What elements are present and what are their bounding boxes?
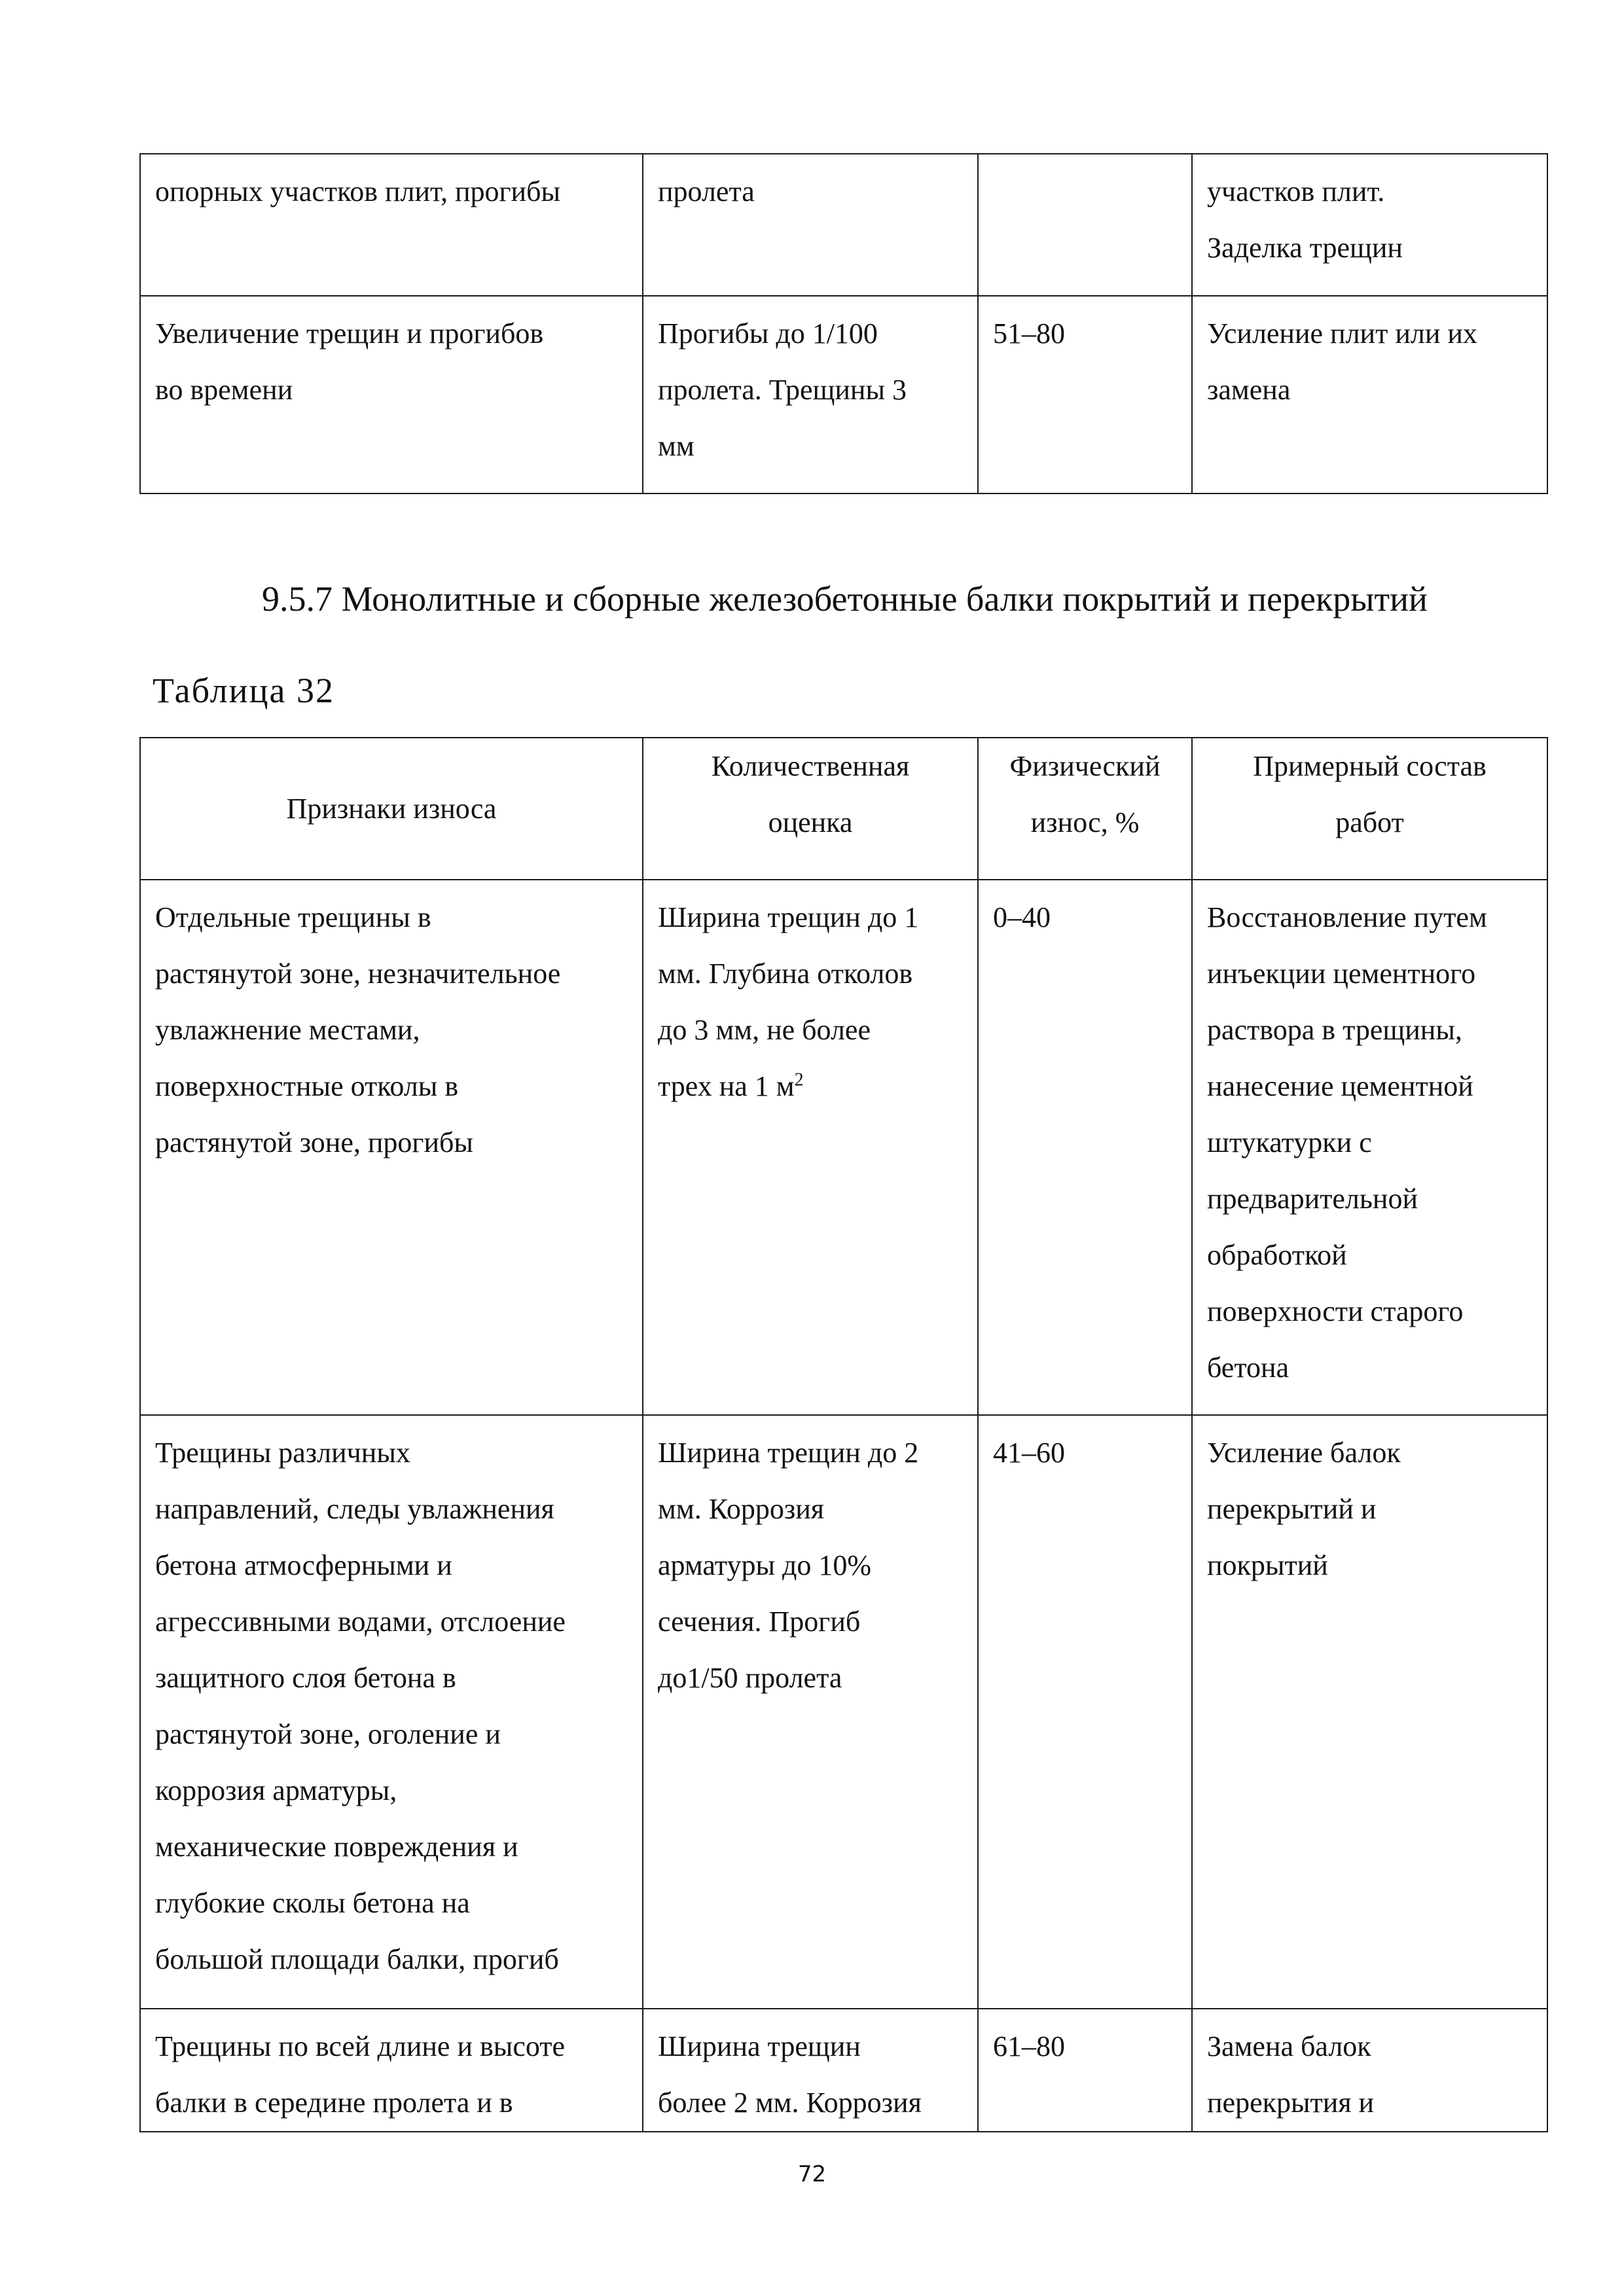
header-works: Примерный состав работ — [1192, 738, 1547, 880]
signs-cell: Трещины различных направлений, следы увлажнения бетона атмосферными и агрессивными водами, отслоение защитного слоя бетона в растянутой зоне, оголение и коррозия арматуры, механические повреждения и глубокие сколы бетона на большой площади балки, прогиб — [140, 1415, 643, 2009]
table-row — [140, 1415, 1547, 2009]
header-signs: Признаки износа — [140, 738, 643, 880]
table-header-row — [140, 738, 1547, 880]
works-cell: Усиление балок перекрытий и покрытий — [1192, 1415, 1547, 2009]
wear-cell: 61–80 — [978, 2009, 1192, 2132]
works-cell: Замена балок перекрытия и — [1192, 2009, 1547, 2132]
signs-cell: Увеличение трещин и прогибов во времени — [140, 296, 643, 493]
table-caption: Таблица 32 — [153, 671, 334, 710]
works-cell: участков плит. Заделка трещин — [1192, 154, 1547, 296]
table-row — [140, 2009, 1547, 2132]
quant-cell: Прогибы до 1/100 пролета. Трещины 3 мм — [643, 296, 978, 493]
signs-cell: опорных участков плит, прогибы — [140, 154, 643, 296]
header-wear: Физический износ, % — [978, 738, 1192, 880]
quant-cell: пролета — [643, 154, 978, 296]
superscript: 2 — [794, 1069, 804, 1090]
quant-cell: Ширина трещин до 1 мм. Глубина отколов до 3 мм, не более трех на 1 $м^2$ — [643, 880, 978, 1415]
quant-cell: Ширина трещин до 2 мм. Коррозия арматуры до 10% сечения. Прогиб до1/50 пролета — [643, 1415, 978, 2009]
table-32 — [139, 737, 1548, 2132]
quant-cell: Ширина трещин более 2 мм. Коррозия — [643, 2009, 978, 2132]
table-row — [140, 154, 1547, 296]
wear-cell: 0–40 — [978, 880, 1192, 1415]
wear-cell: 41–60 — [978, 1415, 1192, 2009]
wear-cell: 51–80 — [978, 296, 1192, 493]
page-number: 72 — [797, 2161, 827, 2187]
signs-cell: Трещины по всей длине и высоте балки в середине пролета и в — [140, 2009, 643, 2132]
continued-wear-table — [139, 153, 1548, 494]
table-row — [140, 880, 1547, 1415]
wear-cell — [978, 154, 1192, 296]
signs-cell: Отдельные трещины в растянутой зоне, незначительное увлажнение местами, поверхностные отколы в растянутой зоне, прогибы — [140, 880, 643, 1415]
works-cell: Восстановление путем инъекции цементного раствора в трещины, нанесение цементной штукатурки с предварительной обработкой поверхности старого бетона — [1192, 880, 1547, 1415]
header-quant: Количественная оценка — [643, 738, 978, 880]
table-row — [140, 296, 1547, 493]
works-cell: Усиление плит или их замена — [1192, 296, 1547, 493]
section-heading: 9.5.7 Монолитные и сборные железобетонные балки покрытий и перекрытий — [262, 579, 1428, 619]
